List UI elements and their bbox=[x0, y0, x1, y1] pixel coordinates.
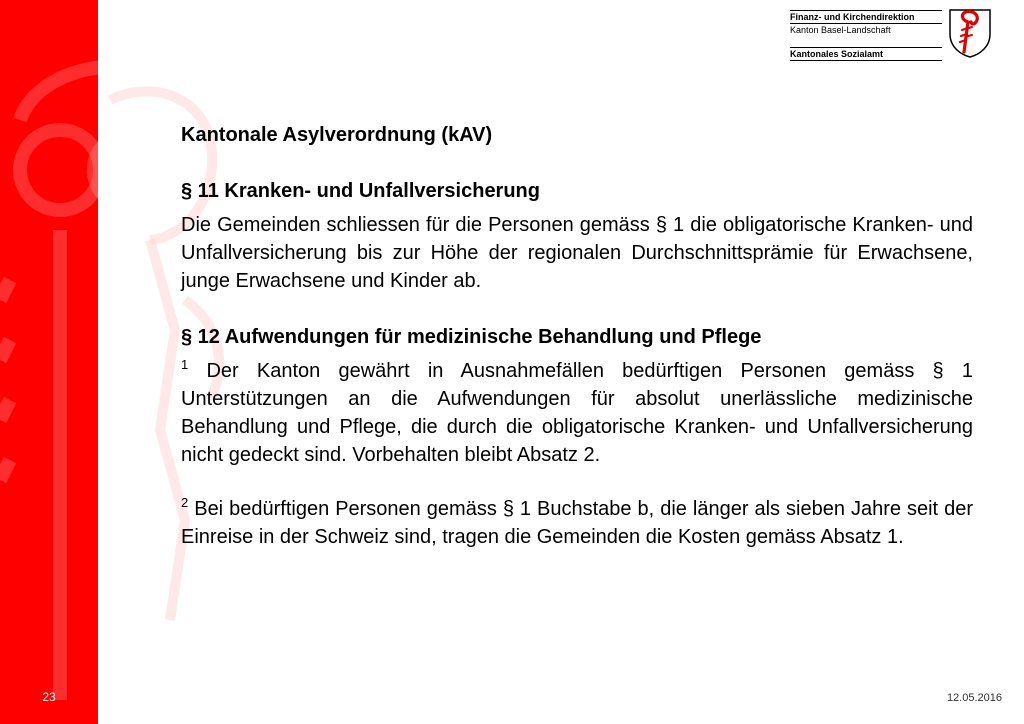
page-number: 23 bbox=[42, 690, 56, 704]
page-title: Kantonale Asylverordnung (kAV) bbox=[181, 124, 493, 146]
header-rule bbox=[790, 60, 942, 62]
slide-content bbox=[181, 121, 973, 579]
department-name: Finanz- und Kirchendirektion bbox=[790, 10, 942, 23]
section-11-heading: § 11 Kranken- und Unfallversicherung bbox=[181, 180, 540, 202]
paragraph-number-2: 2 bbox=[181, 495, 189, 510]
slide-date: 12.05.2016 bbox=[946, 692, 1002, 704]
basel-landschaft-crozier-icon bbox=[948, 8, 992, 58]
canton-name: Kanton Basel-Landschaft bbox=[790, 23, 942, 36]
section-11-text: Die Gemeinden schliessen für die Personen gemäss § 1 die obligatorische Kranken- und Unfallversicherung bis zur Höhe der regionalen Durchschnittsprämie für Erwachsene, junge Erwachsene und Kinder ab. bbox=[181, 214, 973, 292]
section-12-paragraph-2 bbox=[181, 495, 973, 551]
section-12-heading: § 12 Aufwendungen für medizinische Behandlung und Pflege bbox=[181, 326, 762, 348]
section-12-paragraph-1 bbox=[181, 357, 973, 469]
section-12-paragraph-1-text: Der Kanton gewährt in Ausnahmefällen bedürftigen Personen gemäss § 1 Unterstützungen an die Aufwendungen für absolut unerlässliche medizinische Behandlung und Pflege, die durch die obligatorische Kranken- und Unfallversicherung nicht gedeckt sind. Vorbehalten bleibt Absatz 2. bbox=[181, 360, 973, 466]
header-block bbox=[790, 10, 942, 62]
paragraph-number-1: 1 bbox=[181, 357, 189, 372]
red-side-band bbox=[0, 0, 98, 724]
office-name: Kantonales Sozialamt bbox=[790, 47, 942, 60]
section-12-paragraph-2-text: Bei bedürftigen Personen gemäss § 1 Buchstabe b, die länger als sieben Jahre seit der Einreise in der Schweiz sind, tragen die Gemeinden die Kosten gemäss Absatz 1. bbox=[181, 498, 973, 548]
